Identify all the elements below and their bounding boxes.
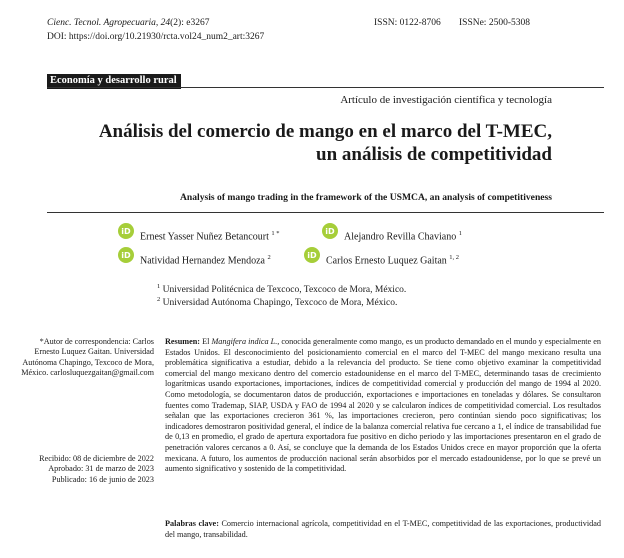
abstract-text-start: El [202, 337, 210, 346]
title-line-2: un análisis de competitividad [316, 144, 552, 165]
correspondence-note: *Autor de correspondencia: Carlos Ernesto Luquez Gaitan. Universidad Autónoma Chapingo, Texcoco de Mora, México. carlosluquezgaitan@gmail.com [21, 337, 154, 378]
keywords-label: Palabras clave: [165, 519, 219, 528]
author-affiliation-marker: 2 [267, 254, 271, 261]
title-divider [47, 212, 604, 213]
approved-date: Aprobado: 31 de marzo de 2023 [48, 464, 154, 474]
issn: ISSN: 0122-8706 [374, 18, 441, 28]
publication-dates [20, 454, 154, 485]
title-line-1: Análisis del comercio de mango en el marco del T-MEC, [98, 121, 552, 142]
author-affiliation-marker: 1 [458, 230, 462, 237]
author-2 [344, 230, 462, 242]
author-name: Natividad Hernandez Mendoza [140, 255, 265, 267]
author-name: Ernest Yasser Nuñez Betancourt [140, 231, 269, 243]
author-affiliation-marker: 1 * [271, 230, 280, 237]
author-1 [140, 230, 279, 242]
english-title: Analysis of mango trading in the framework of the USMCA, an analysis of competitiveness [179, 192, 552, 203]
author-3 [140, 254, 271, 266]
section-tag: Economía y desarrollo rural [47, 74, 181, 89]
author-4 [326, 254, 459, 266]
abstract-label: Resumen: [165, 337, 201, 346]
author-name: Carlos Ernesto Luquez Gaitan [326, 255, 447, 267]
orcid-icon[interactable]: iD [118, 247, 134, 263]
orcid-icon[interactable]: iD [304, 247, 320, 263]
species-name: Mangifera indica L. [211, 337, 278, 346]
abstract [165, 337, 601, 475]
doi-link[interactable]: DOI: https://doi.org/10.21930/rcta.vol24_num2_art:3267 [47, 32, 265, 42]
affiliation-number: 1 [157, 283, 161, 290]
article-type: Artículo de investigación científica y tecnología [340, 94, 552, 106]
article-title [12, 120, 552, 166]
published-date: Publicado: 16 de junio de 2023 [51, 474, 154, 484]
keywords [165, 519, 601, 540]
journal-issue: (2): e3267 [170, 18, 210, 28]
author-affiliation-marker: 1, 2 [449, 254, 460, 261]
affiliation-2 [157, 294, 397, 309]
issne: ISSNe: 2500-5308 [459, 18, 530, 28]
affiliation-number: 2 [157, 296, 161, 303]
affiliation-text: Universidad Autónoma Chapingo, Texcoco de Mora, México. [162, 298, 398, 309]
journal-citation [47, 17, 209, 29]
journal-name: Cienc. Tecnol. Agropecuaria, 24 [47, 18, 171, 28]
abstract-text: , conocida generalmente como mango, es un producto demandado en el mundo y especialmente en Estados Unidos. El desconocimiento del posicionamiento comercial en el marco del T-MEC del mango mexicano resulta una problemática significativa a estudiar, debido a la relevancia del producto. Se tiene como objetivo examinar la competitividad comercial del mango mexicano dentro del comercio estadounidense en el marco del T-MEC, determinando tasas de crecimiento logarítmicas usando exportaciones, importaciones, índices de competitividad comercial y producción del mango de 1994 al 2020. Como metodología, se documentaron datos de producción, exportaciones e importaciones en toneladas y dólares. Se consultaron fuentes como Trademap, SIAP, USDA y FAO de 1994 al 2020 y se calcularon índices de competitividad comercial. Los resultados señalan que las exportaciones crecieron 361 %, las importaciones crecieron, pero continúan siendo poco significativas; los indicadores demostraron positividad general, el índice de la balanza comercial relativa fue cercano a 1, el índice de transabilidad fue de 0,13 en promedio, el grado de apertura exportadora fue positivo en dicho periodo y las importaciones presentaron en el grado de penetración valores cercanos a 0. Así, se concluye que la demanda de los Estados Unidos crece en mayor proporción que la oferta mexicana. A futuro, los aumentos de producción nacional serán absorbidos por el mercado estadounidense, por lo que se prevé un aumento significativo y sostenido de la competitividad. [165, 337, 601, 474]
orcid-icon[interactable]: iD [118, 223, 134, 239]
received-date: Recibido: 08 de diciembre de 2022 [39, 454, 154, 463]
affiliation-text: Universidad Politécnica de Texcoco, Texcoco de Mora, México. [162, 285, 407, 296]
orcid-icon[interactable]: iD [322, 223, 338, 239]
section-divider [47, 87, 604, 88]
keywords-text: Comercio internacional agrícola, competitividad en el T-MEC, competitividad de las exportaciones, productividad del mango, transabilidad. [165, 519, 601, 539]
author-name: Alejandro Revilla Chaviano [344, 231, 457, 243]
